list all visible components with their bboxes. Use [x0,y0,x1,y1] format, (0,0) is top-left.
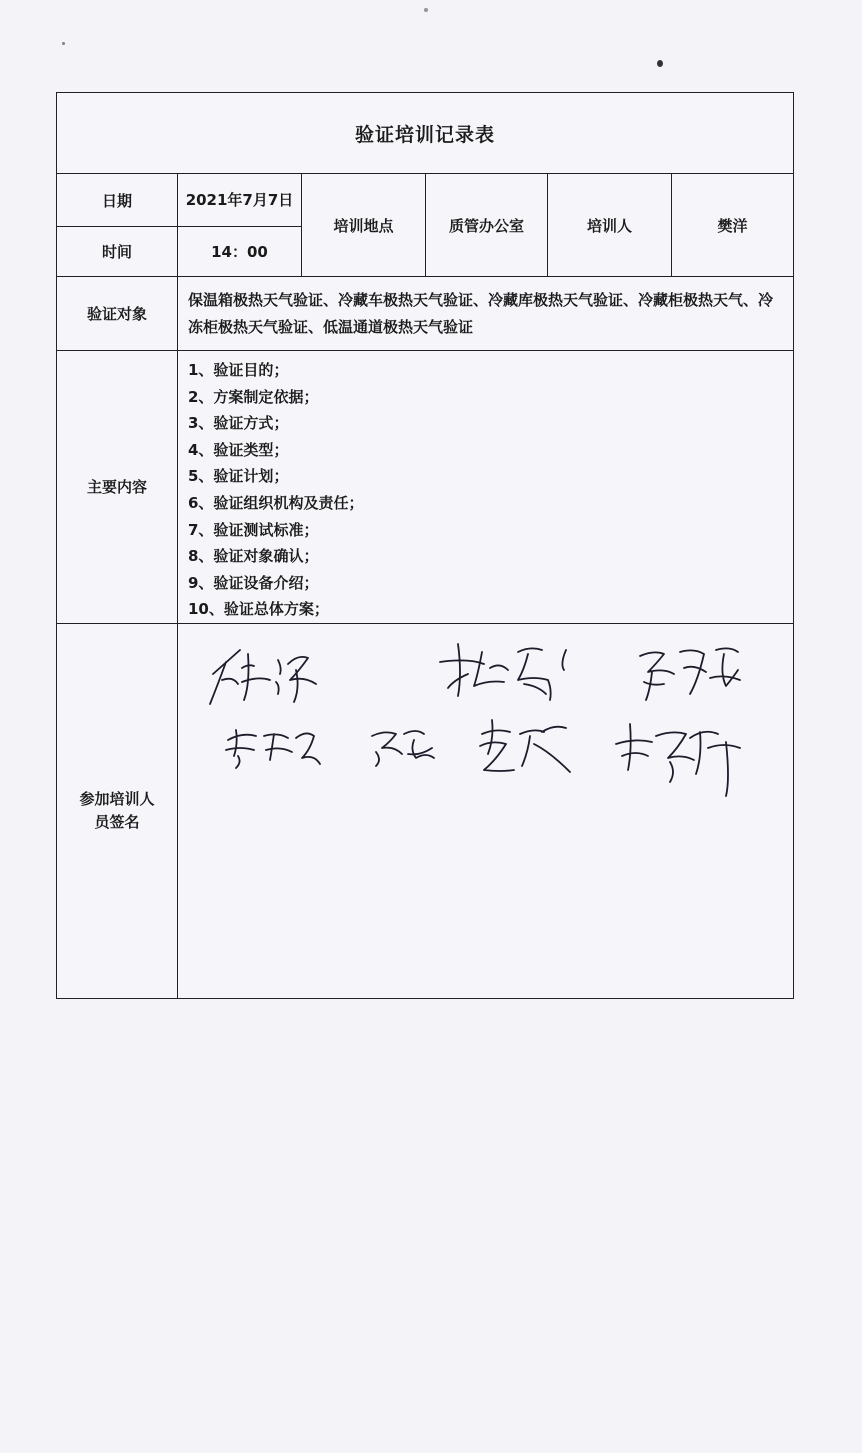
content-list-item: 1、验证目的； [188,361,289,379]
handwritten-signature [640,648,740,700]
form-title: 验证培训记录表 [57,93,794,174]
signature-label-line1: 参加培训人 [79,790,155,809]
location-label: 培训地点 [302,174,426,277]
content-list-cell [178,351,794,624]
date-label: 日期 [57,174,178,227]
handwritten-signature [440,644,566,700]
handwritten-signature [480,720,570,772]
handwritten-signature [226,730,320,768]
object-value: 保温箱极热天气验证、冷藏车极热天气验证、冷藏库极热天气验证、冷藏柜极热天气、冷冻柜极热天气验证、低温通道极热天气验证 [178,277,794,351]
content-label: 主要内容 [57,351,178,624]
content-list-item: 7、验证测试标准； [188,520,319,539]
trainer-value: 樊洋 [672,174,794,277]
signature-label [57,623,178,998]
content-list [188,357,787,623]
handwritten-signature [616,724,740,796]
paper-speck [62,42,65,45]
handwritten-signature [372,731,434,766]
paper-speck [424,8,428,12]
content-list-item: 8、验证对象确认； [188,547,319,566]
signature-label-line2: 员签名 [94,812,140,831]
content-list-item: 6、验证组织机构及责任； [188,493,364,512]
date-value: 2021年7月7日 [178,174,302,227]
handwritten-signature [210,650,316,704]
trainer-label: 培训人 [548,174,672,277]
time-label: 时间 [57,227,178,277]
training-record-table [56,92,794,999]
content-list-item: 3、验证方式； [188,414,289,433]
location-value: 质管办公室 [426,174,548,277]
content-list-item: 2、方案制定依据； [188,387,319,406]
signature-area [178,623,794,998]
content-list-item: 4、验证类型； [188,440,289,459]
content-list-item: 10、验证总体方案； [188,600,329,619]
object-label: 验证对象 [57,277,178,351]
content-list-item: 9、验证设备介绍； [188,573,319,592]
content-list-item: 5、验证计划； [188,467,289,486]
handwritten-signatures [178,624,790,996]
time-value: 14：00 [178,227,302,277]
paper-speck [657,60,663,67]
